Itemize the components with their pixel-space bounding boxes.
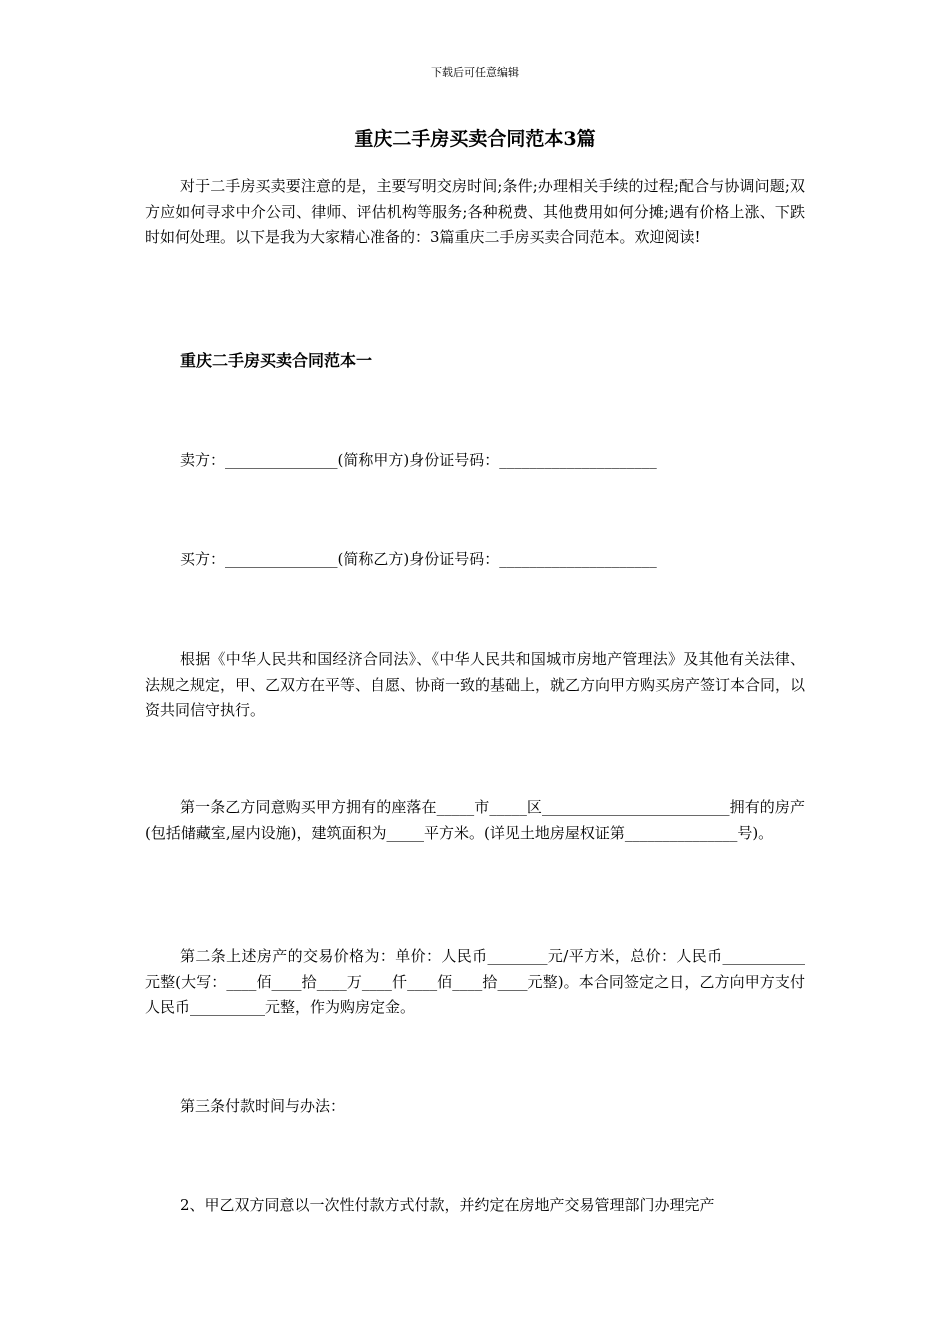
buyer-line: 买方：_______________(简称乙方)身份证号码：_____________________: [180, 550, 657, 568]
seller-line: 卖方：_______________(简称甲方)身份证号码：_____________________: [180, 451, 657, 469]
article-3-heading: 第三条付款时间与办法：: [180, 1097, 346, 1115]
article-2-paragraph: 第二条上述房产的交易价格为：单价：人民币________元/平方米，总价：人民币___________元整(大写：____佰____拾____万____仟____佰____拾____元整)。本合同签定之日，乙方向甲方支付人民币__________元整，作为购房定金。: [145, 947, 805, 1016]
clause-2-line: 2、甲乙双方同意以一次性付款方式付款，并约定在房地产交易管理部门办理完产: [180, 1196, 715, 1214]
header-note: 下载后可任意编辑: [431, 66, 519, 79]
article-1-paragraph: 第一条乙方同意购买甲方拥有的座落在_____市_____区_________________________拥有的房产(包括储藏室,屋内设施)，建筑面积为_____平方米。(详见土地房屋权证第_______________号)。: [145, 798, 805, 842]
intro-paragraph: 对于二手房买卖要注意的是，主要写明交房时间;条件;办理相关手续的过程;配合与协调问题;双方应如何寻求中介公司、律师、评估机构等服务;各种税费、其他费用如何分摊;遇有价格上涨、下跌时如何处理。以下是我为大家精心准备的：3篇重庆二手房买卖合同范本。欢迎阅读!: [145, 177, 805, 246]
section-heading: 重庆二手房买卖合同范本一: [180, 351, 373, 370]
basis-paragraph: 根据《中华人民共和国经济合同法》、《中华人民共和国城市房地产管理法》及其他有关法律、法规之规定，甲、乙双方在平等、自愿、协商一致的基础上，就乙方向甲方购买房产签订本合同，以资共同信守执行。: [145, 650, 806, 719]
document-title: 重庆二手房买卖合同范本3篇: [354, 128, 596, 150]
